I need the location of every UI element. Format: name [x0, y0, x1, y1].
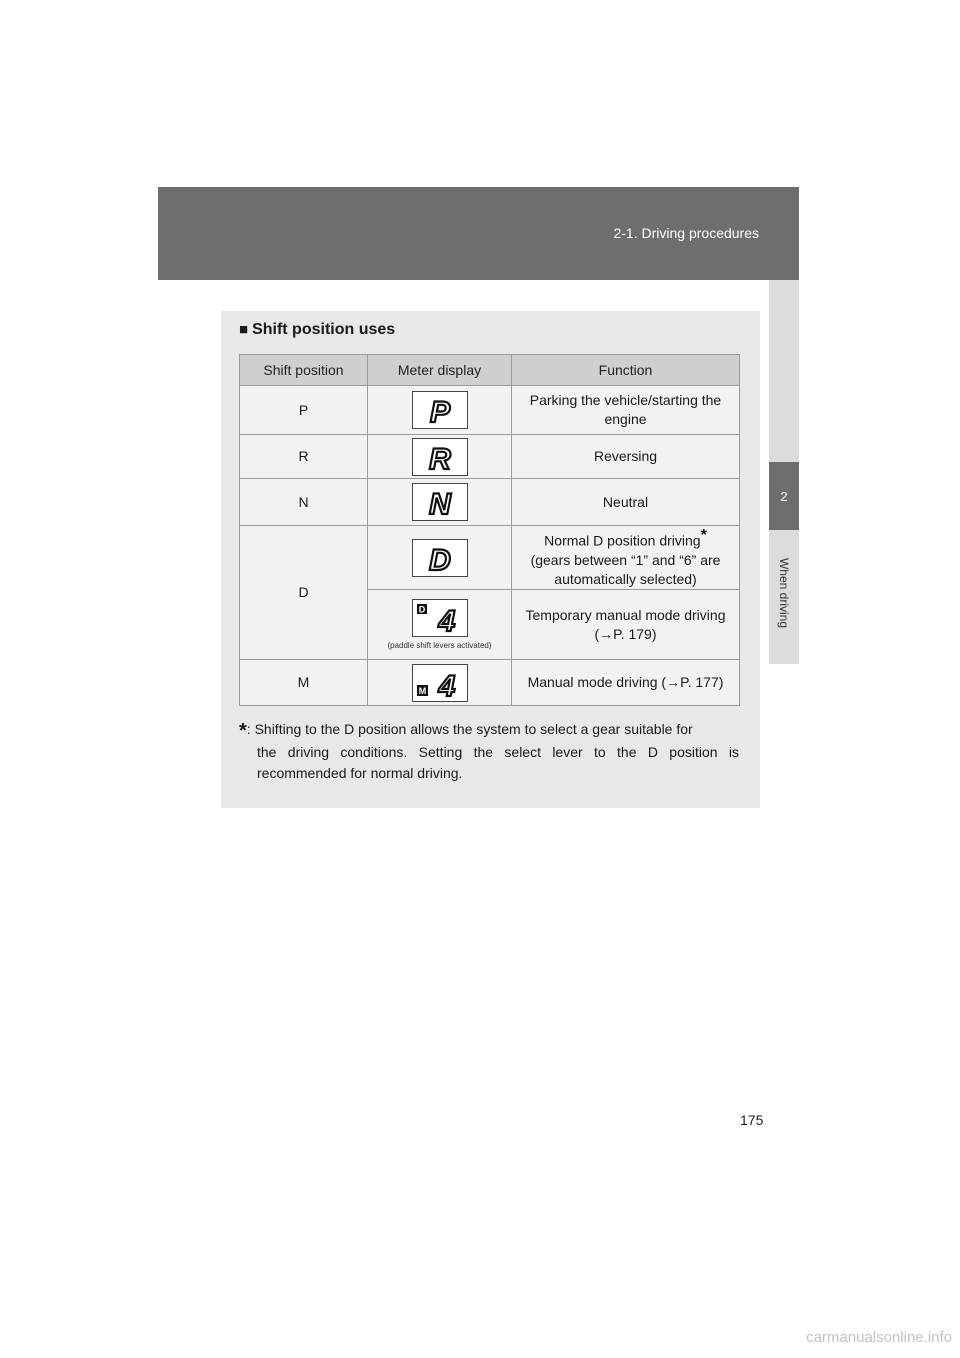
function-cell: Neutral: [512, 479, 740, 526]
position-cell: D: [240, 526, 368, 660]
content-box: [221, 311, 760, 808]
meter-cell: [368, 660, 512, 706]
meter-display-r: [412, 438, 468, 476]
table-row-d-normal: [240, 526, 740, 590]
position-cell: M: [240, 660, 368, 706]
page-number: 175: [740, 1112, 764, 1128]
position-cell: N: [240, 479, 368, 526]
watermark: carmanualsonline.info: [806, 1329, 952, 1346]
square-bullet-icon: ■: [239, 321, 249, 338]
meter-caption: (paddle shift levers activated): [387, 640, 492, 650]
header-shift-position: Shift position: [240, 355, 368, 386]
meter-badge: D: [418, 604, 425, 614]
meter-cell: [368, 479, 512, 526]
meter-cell: [368, 435, 512, 479]
section-breadcrumb: 2-1. Driving procedures: [613, 225, 759, 241]
position-cell: R: [240, 435, 368, 479]
chapter-number: 2: [769, 462, 799, 530]
chapter-label: When driving: [777, 557, 791, 629]
footnote: [239, 719, 739, 784]
meter-cell: [368, 526, 512, 590]
function-text: Normal D position driving: [544, 532, 701, 549]
table-row-n: [240, 479, 740, 526]
table-row-r: [240, 435, 740, 479]
meter-glyph: P: [429, 396, 450, 428]
meter-cell: [368, 386, 512, 435]
shift-position-table: [239, 354, 740, 706]
meter-display-m-4: [412, 664, 468, 702]
section-title-text: Shift position uses: [252, 321, 396, 338]
footnote-star: *: [239, 720, 247, 742]
function-note: (gears between “1” and “6” are automatically selected): [530, 551, 721, 587]
function-cell: [512, 526, 740, 590]
table-header-row: [240, 355, 740, 386]
function-cell: Parking the vehicle/starting the engine: [512, 386, 740, 435]
footnote-line2: the driving conditions. Setting the select lever to the D position is recommended for normal driving.: [257, 744, 739, 781]
function-cell: Reversing: [512, 435, 740, 479]
function-cell: Manual mode driving (→P. 177): [512, 660, 740, 706]
meter-display-d: [412, 539, 468, 577]
footnote-marker: *: [700, 527, 707, 545]
meter-glyph: 4: [438, 604, 455, 636]
meter-display-n: [412, 483, 468, 521]
meter-glyph: N: [428, 488, 451, 520]
table-row-m: [240, 660, 740, 706]
meter-glyph: R: [428, 442, 451, 475]
header-band: [158, 187, 799, 280]
meter-glyph: 4: [438, 669, 455, 701]
meter-display-d-4: [412, 599, 468, 637]
chapter-label-container: [769, 538, 799, 648]
header-function: Function: [512, 355, 740, 386]
meter-display-p: [412, 391, 468, 429]
section-title: [239, 321, 395, 339]
header-meter-display: Meter display: [368, 355, 512, 386]
meter-glyph: D: [428, 543, 451, 576]
meter-cell: [368, 590, 512, 660]
meter-badge: M: [418, 685, 426, 696]
position-cell: P: [240, 386, 368, 435]
table-row-p: [240, 386, 740, 435]
function-cell: Temporary manual mode driving (→P. 179): [512, 590, 740, 660]
footnote-line1: : Shifting to the D position allows the system to select a gear suitable for: [246, 721, 693, 737]
